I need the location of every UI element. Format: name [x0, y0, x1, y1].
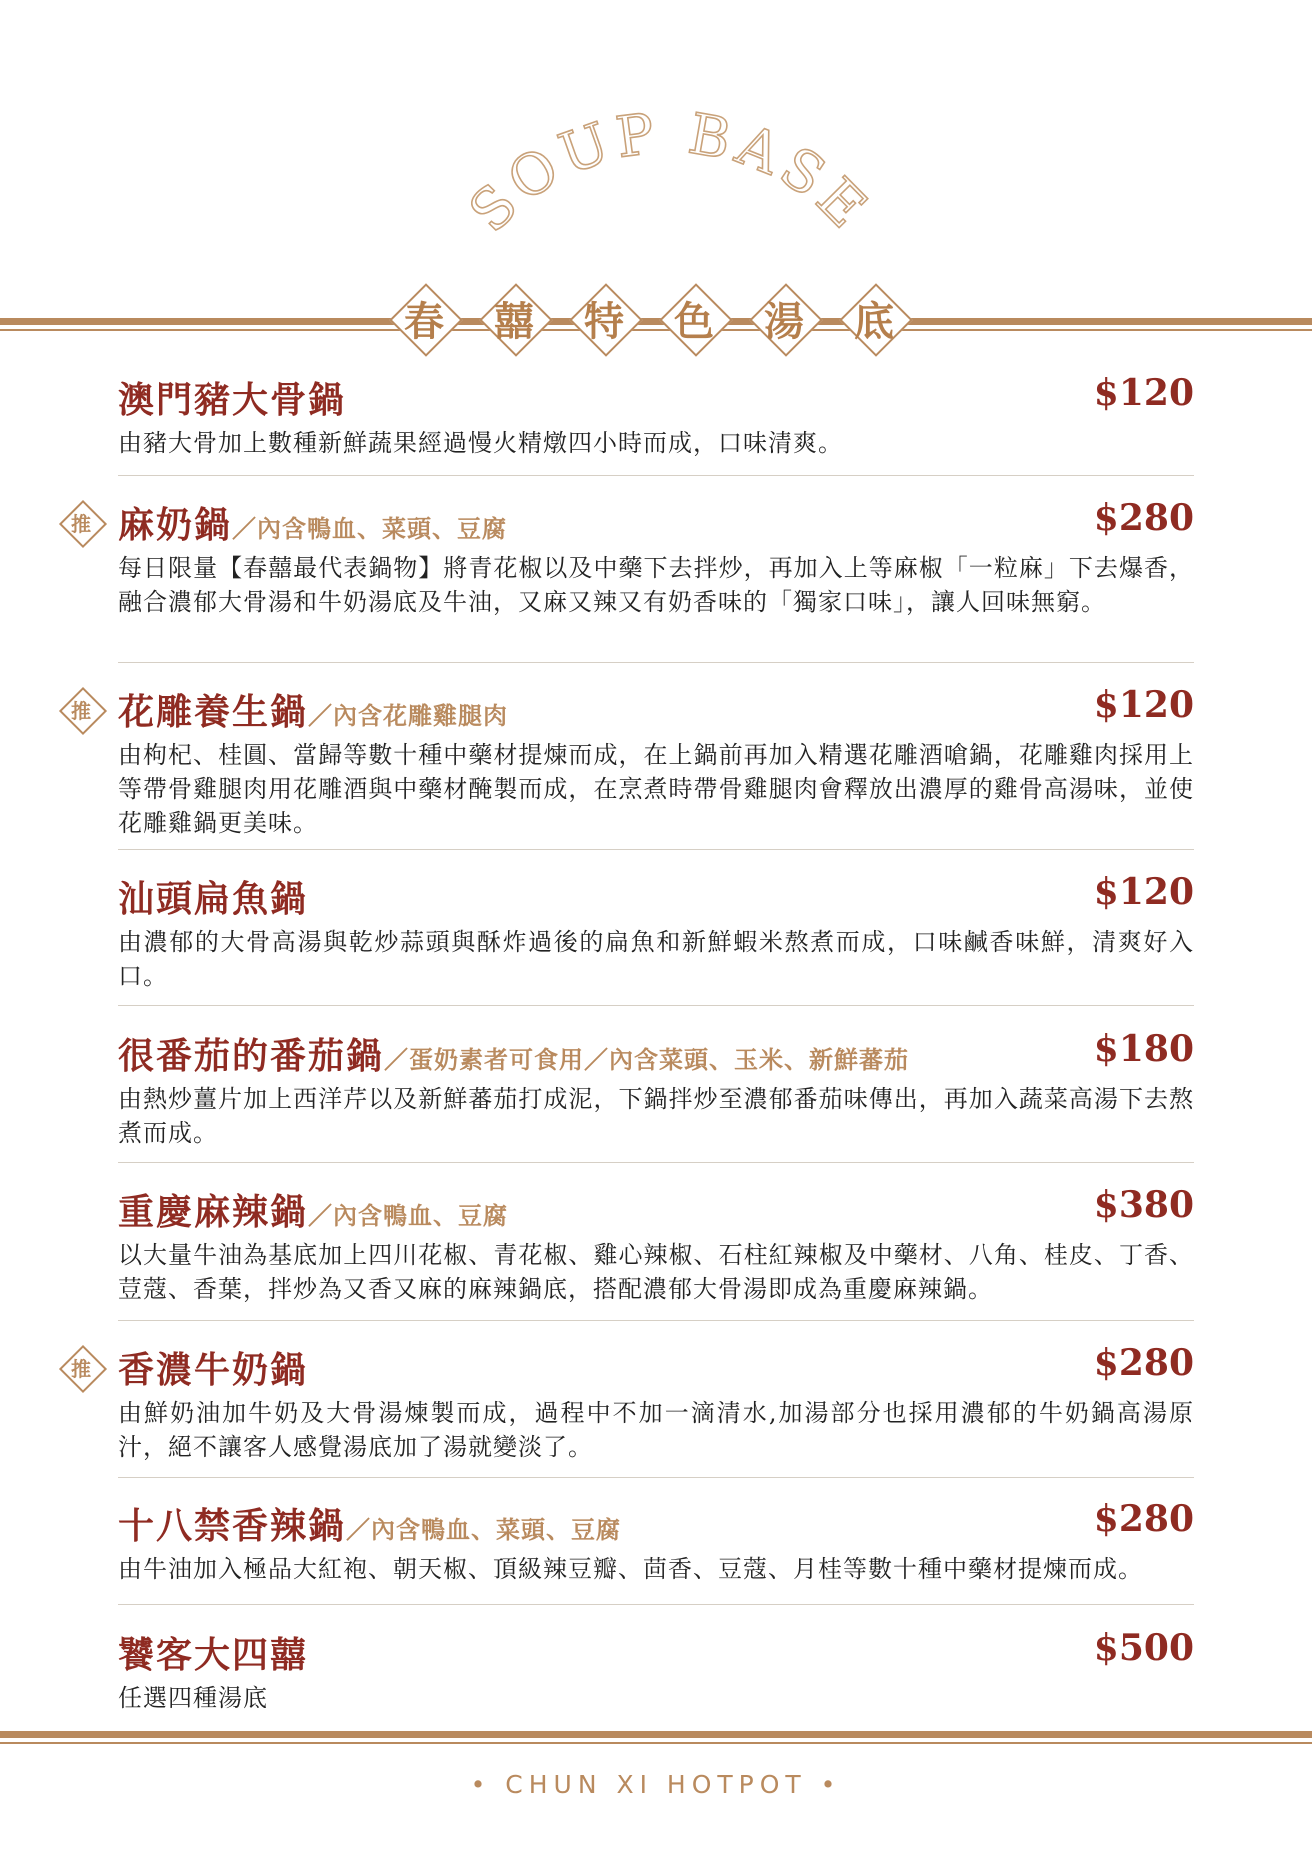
- item-note: ／蛋奶素者可食用／內含菜頭、玉米、新鮮蕃茄: [384, 1045, 910, 1074]
- item-note: ／內含鴨血、豆腐: [308, 1201, 509, 1230]
- title-char-text: 春: [404, 297, 444, 345]
- title-char-1: [482, 286, 548, 352]
- recommend-badge-label: 推: [71, 698, 91, 723]
- item-header: [118, 1028, 1194, 1080]
- item-divider: [118, 1604, 1194, 1605]
- svg-text:SOUP BASE: [457, 101, 883, 245]
- item-name-text: 花雕養生鍋: [118, 691, 309, 733]
- item-divider: [118, 1162, 1194, 1163]
- item-price: $280: [1093, 497, 1194, 539]
- recommend-badge: [58, 686, 104, 732]
- item-price: $500: [1093, 1627, 1194, 1669]
- footer-brand: • CHUN XI HOTPOT •: [470, 1770, 842, 1799]
- menu-item: [118, 497, 1194, 619]
- menu-item: [118, 871, 1194, 993]
- item-divider: [118, 1005, 1194, 1006]
- item-price: $120: [1093, 871, 1194, 913]
- item-note: ／內含鴨血、菜頭、豆腐: [346, 1515, 622, 1544]
- title-char-text: 色: [674, 297, 714, 345]
- item-name: [118, 497, 507, 548]
- title-char-text: 湯: [764, 297, 804, 345]
- title-char-0: [392, 286, 458, 352]
- item-name: [118, 1627, 308, 1678]
- item-divider: [118, 1320, 1194, 1321]
- item-description: 由牛油加入極品大紅袍、朝天椒、頂級辣豆瓣、茴香、豆蔻、月桂等數十種中藥材提煉而成。: [118, 1555, 1143, 1583]
- item-header: [118, 372, 1194, 424]
- item-description: 以大量牛油為基底加上四川花椒、青花椒、雞心辣椒、石柱紅辣椒及中藥材、八角、桂皮、丁香、荳蔻、香葉，拌炒為又香又麻的麻辣鍋底，搭配濃郁大骨湯即成為重慶麻辣鍋。: [118, 1241, 1194, 1303]
- menu-item: [118, 1342, 1194, 1464]
- menu-item: [118, 684, 1194, 840]
- soup-base-heading: [0, 0, 1312, 280]
- item-description: 由熱炒薑片加上西洋芹以及新鮮蕃茄打成泥，下鍋拌炒至濃郁番茄味傳出，再加入蔬菜高湯下去熬煮而成。: [118, 1085, 1194, 1147]
- item-description: 由枸杞、桂圓、當歸等數十種中藥材提煉而成，在上鍋前再加入精選花雕酒嗆鍋，花雕雞肉採用上等帶骨雞腿肉用花雕酒與中藥材醃製而成，在烹煮時帶骨雞腿肉會釋放出濃厚的雞骨高湯味，並使花雕雞鍋更美味。: [118, 741, 1194, 837]
- item-divider: [118, 662, 1194, 663]
- recommend-badge-label: 推: [71, 1356, 91, 1381]
- item-name-text: 澳門豬大骨鍋: [118, 379, 347, 421]
- recommend-badge: [58, 499, 104, 545]
- menu-item: [118, 1627, 1194, 1715]
- item-description: 由濃郁的大骨高湯與乾炒蒜頭與酥炸過後的扁魚和新鮮蝦米熬煮而成，口味鹹香味鮮，清爽好入口。: [118, 928, 1194, 990]
- item-price: $180: [1093, 1028, 1194, 1070]
- item-header: [118, 1627, 1194, 1679]
- title-char-text: 特: [584, 297, 624, 345]
- item-description: 任選四種湯底: [118, 1684, 268, 1712]
- title-char-2: [572, 286, 638, 352]
- item-header: [118, 871, 1194, 923]
- item-divider: [118, 1477, 1194, 1478]
- item-price: $120: [1093, 684, 1194, 726]
- item-price: $280: [1093, 1342, 1194, 1384]
- title-char-text: 囍: [494, 297, 534, 345]
- item-price: $280: [1093, 1498, 1194, 1540]
- item-name-text: 麻奶鍋: [118, 504, 233, 546]
- recommend-badge-label: 推: [71, 511, 91, 536]
- title-char-4: [752, 286, 818, 352]
- item-header: [118, 497, 1194, 549]
- item-name-text: 香濃牛奶鍋: [118, 1349, 309, 1391]
- item-header: [118, 1498, 1194, 1550]
- item-name: [118, 1342, 308, 1393]
- item-name: [118, 1028, 909, 1079]
- item-name-text: 重慶麻辣鍋: [118, 1191, 309, 1233]
- item-name-text: 十八禁香辣鍋: [118, 1505, 347, 1547]
- item-name: [118, 372, 346, 423]
- menu-item: [118, 372, 1194, 460]
- item-description: 由豬大骨加上數種新鮮蔬果經過慢火精燉四小時而成，口味清爽。: [118, 429, 843, 457]
- item-header: [118, 1342, 1194, 1394]
- item-price: $380: [1093, 1184, 1194, 1226]
- menu-item: [118, 1498, 1194, 1586]
- item-description: 每日限量【春囍最代表鍋物】將青花椒以及中藥下去拌炒，再加入上等麻椒「一粒麻」下去爆香，融合濃郁大骨湯和牛奶湯底及牛油，又麻又辣又有奶香味的「獨家口味」，讓人回味無窮。: [118, 554, 1194, 616]
- menu-item: [118, 1184, 1194, 1306]
- item-name-text: 饕客大四囍: [118, 1634, 309, 1676]
- item-name: [118, 1184, 508, 1235]
- item-price: $120: [1093, 372, 1194, 414]
- title-char-text: 底: [854, 297, 894, 345]
- chinese-title: [0, 280, 1312, 360]
- item-header: [118, 1184, 1194, 1236]
- item-note: ／內含花雕雞腿肉: [308, 701, 509, 730]
- item-divider: [118, 849, 1194, 850]
- menu-item: [118, 1028, 1194, 1150]
- item-description: 由鮮奶油加牛奶及大骨湯煉製而成，過程中不加一滴清水,加湯部分也採用濃郁的牛奶鍋高湯原汁，絕不讓客人感覺湯底加了湯就變淡了。: [118, 1399, 1194, 1461]
- item-name-text: 汕頭扁魚鍋: [118, 878, 309, 920]
- title-char-5: [842, 286, 908, 352]
- item-divider: [118, 475, 1194, 476]
- recommend-badge: [58, 1344, 104, 1390]
- item-name-text: 很番茄的番茄鍋: [118, 1035, 385, 1077]
- item-name: [118, 871, 308, 922]
- item-header: [118, 684, 1194, 736]
- footer-band: [0, 1731, 1312, 1751]
- item-note: ／內含鴨血、菜頭、豆腐: [232, 514, 508, 543]
- english-title: SOUP BASE: [457, 101, 883, 245]
- item-name: [118, 684, 508, 735]
- title-char-3: [662, 286, 728, 352]
- item-name: [118, 1498, 621, 1549]
